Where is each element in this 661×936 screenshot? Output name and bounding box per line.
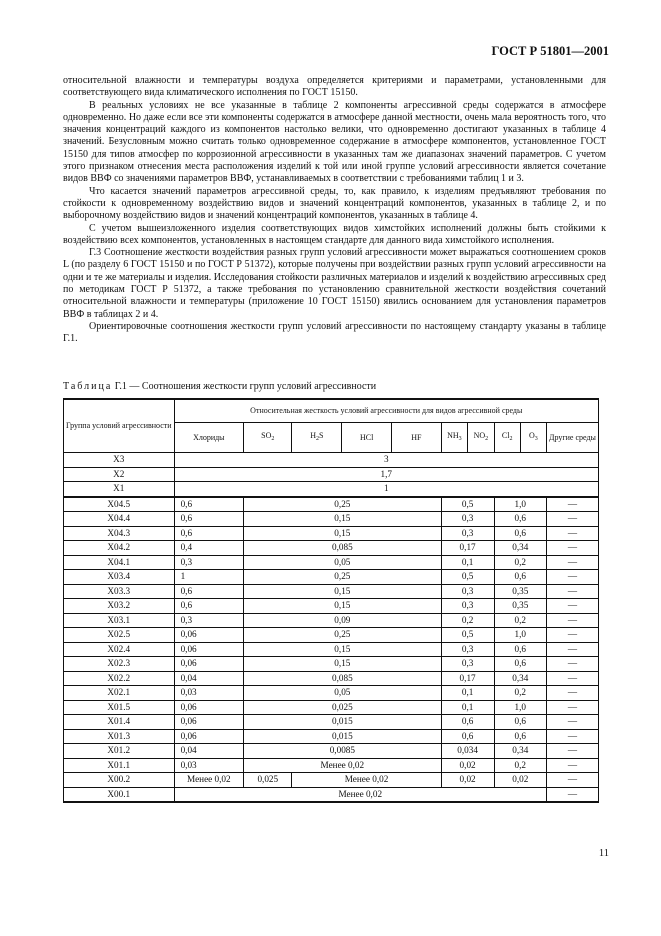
group-cell: Х03.4 — [64, 570, 175, 585]
value-cell: 0,25 — [244, 497, 442, 512]
value-cell: Менее 0,02 — [174, 773, 244, 788]
value-cell: 3 — [174, 453, 598, 468]
value-cell: 0,05 — [244, 555, 442, 570]
group-cell: Х03.3 — [64, 584, 175, 599]
value-cell: — — [546, 729, 598, 744]
value-cell: — — [546, 657, 598, 672]
table-row — [64, 657, 599, 672]
value-cell: 0,3 — [441, 512, 494, 527]
value-cell: 0,5 — [441, 628, 494, 643]
value-cell: — — [546, 628, 598, 643]
paragraph: Что касается значений параметров агрессивной среды, то, как правило, к изделиям предъявляют требования по стойкости к одновременному воздействию видов и значений концентраций компонентов, указанных в таблице 2, и по выборочному воздействию видов и значений концентраций компонентов, указанных в таблице 4. — [63, 185, 606, 222]
value-cell: 0,15 — [244, 599, 442, 614]
col-hf: HF — [392, 423, 442, 453]
col-cl2: $Cl_2$ — [494, 423, 520, 453]
value-cell: 0,25 — [244, 570, 442, 585]
paragraph: относительной влажности и температуры воздуха определяется критериями и параметрами, установленными для соответствующего вида климатического исполнения по ГОСТ 15150. — [63, 75, 606, 99]
col-hcl: HCl — [342, 423, 392, 453]
group-cell: Х00.2 — [64, 773, 175, 788]
value-cell: 0,06 — [174, 700, 244, 715]
value-cell: 0,05 — [244, 686, 442, 701]
group-header: Группа условий агрессивности — [64, 399, 175, 453]
table-row — [64, 555, 599, 570]
value-cell: 0,6 — [494, 715, 546, 730]
value-cell: 1,0 — [494, 628, 546, 643]
value-cell: 0,25 — [244, 628, 442, 643]
value-cell: — — [546, 787, 598, 802]
table-row — [64, 497, 599, 512]
paragraph: В реальных условиях не все указанные в таблице 2 компоненты агрессивной среды содержатся в атмосфере одновременно. Но даже если все эти компоненты содержатся в атмосфере данной местности, очень мала вероятность того, что значения концентраций каждого из компонентов настолько велики, что одновременно достигают указанных в таблице 4 значений. Безусловным можно считать только одновременное содержание в атмосфере компонентов, установленное ГОСТ 15150 для типов атмосфер по коррозионной агрессивности в указанных там же диапазонах значений параметров. С учетом этого признаком отнесения места расположения изделий к той или иной группе условий агрессивности является сочетание видов ВВФ со значениями параметров ВВФ, устанавливаемых в соответствии с требованиями таблиц 1 и 3. — [63, 99, 606, 185]
table-row — [64, 613, 599, 628]
value-cell: 0,34 — [494, 671, 546, 686]
group-cell: Х2 — [64, 467, 175, 482]
table-row — [64, 453, 599, 468]
col-h2s: $H_2S$ — [292, 423, 342, 453]
value-cell: — — [546, 555, 598, 570]
group-cell: Х3 — [64, 453, 175, 468]
table-row — [64, 686, 599, 701]
value-cell: 0,35 — [494, 599, 546, 614]
value-cell: 0,6 — [174, 599, 244, 614]
value-cell: — — [546, 613, 598, 628]
page-number: 11 — [598, 848, 609, 859]
table-row — [64, 512, 599, 527]
group-cell: Х04.1 — [64, 555, 175, 570]
value-cell: — — [546, 512, 598, 527]
value-cell: 0,09 — [244, 613, 442, 628]
value-cell: 0,15 — [244, 584, 442, 599]
value-cell: 0,03 — [174, 758, 244, 773]
col-other: Другие среды — [546, 423, 598, 453]
group-cell: Х02.3 — [64, 657, 175, 672]
group-cell: Х01.1 — [64, 758, 175, 773]
group-cell: Х01.2 — [64, 744, 175, 759]
group-cell: Х01.4 — [64, 715, 175, 730]
document-header: ГОСТ Р 51801—2001 — [491, 44, 609, 58]
col-o3: $O_3$ — [520, 423, 546, 453]
table-row — [64, 671, 599, 686]
value-cell: 0,6 — [494, 526, 546, 541]
table-row — [64, 467, 599, 482]
value-cell: — — [546, 758, 598, 773]
value-cell: 0,6 — [174, 497, 244, 512]
value-cell: 0,2 — [441, 613, 494, 628]
value-cell: — — [546, 570, 598, 585]
table-row — [64, 773, 599, 788]
value-cell: — — [546, 599, 598, 614]
value-cell: 0,5 — [441, 570, 494, 585]
value-cell: 0,04 — [174, 744, 244, 759]
value-cell: 0,5 — [441, 497, 494, 512]
value-cell: 0,1 — [441, 700, 494, 715]
value-cell: 0,6 — [174, 584, 244, 599]
value-cell: 0,34 — [494, 744, 546, 759]
value-cell: — — [546, 671, 598, 686]
value-cell: 0,3 — [441, 584, 494, 599]
paragraph: Ориентировочные соотношения жесткости групп условий агрессивности по настоящему стандарту указаны в таблице Г.1. — [63, 320, 606, 345]
table-caption — [63, 381, 376, 392]
value-cell: 0,4 — [174, 541, 244, 556]
value-cell: 0,04 — [174, 671, 244, 686]
value-cell: 0,06 — [174, 729, 244, 744]
paragraph: С учетом вышеизложенного изделия соответствующих видов химстойких исполнений должны быть стойкими к воздействию всех компонентов, установленных в настоящем стандарте для данного вида химстойкого исполнения. — [63, 222, 606, 246]
table-row — [64, 482, 599, 497]
value-cell: 1,7 — [174, 467, 598, 482]
value-cell: — — [546, 773, 598, 788]
group-cell: Х02.4 — [64, 642, 175, 657]
value-cell: — — [546, 541, 598, 556]
table-row — [64, 700, 599, 715]
value-cell: 0,0085 — [244, 744, 442, 759]
table-row — [64, 642, 599, 657]
value-cell: 1,0 — [494, 700, 546, 715]
value-cell: 0,06 — [174, 628, 244, 643]
table-row — [64, 758, 599, 773]
col-so2: $SO_2$ — [244, 423, 292, 453]
col-nh3: $NH_3$ — [441, 423, 468, 453]
value-cell: 0,1 — [441, 686, 494, 701]
table-row — [64, 729, 599, 744]
rigidity-table — [63, 398, 599, 803]
group-cell: Х02.2 — [64, 671, 175, 686]
value-cell: — — [546, 715, 598, 730]
value-cell: 0,02 — [494, 773, 546, 788]
value-cell: 0,6 — [174, 512, 244, 527]
value-cell: 0,085 — [244, 671, 442, 686]
group-cell: Х04.5 — [64, 497, 175, 512]
value-cell: 0,02 — [441, 773, 494, 788]
value-cell: 0,2 — [494, 613, 546, 628]
value-cell: 1 — [174, 482, 598, 497]
value-cell: 0,17 — [441, 541, 494, 556]
value-cell: 0,3 — [441, 599, 494, 614]
table-caption-text: Г.1 — Соотношения жесткости групп условий агрессивности — [114, 381, 377, 392]
value-cell: 0,15 — [244, 512, 442, 527]
value-cell: — — [546, 497, 598, 512]
value-cell: 0,15 — [244, 642, 442, 657]
group-cell: Х04.3 — [64, 526, 175, 541]
value-cell: Менее 0,02 — [174, 787, 546, 802]
value-cell: — — [546, 584, 598, 599]
group-cell: Х03.2 — [64, 599, 175, 614]
value-cell: 0,085 — [244, 541, 442, 556]
group-cell: Х04.4 — [64, 512, 175, 527]
body-text — [63, 75, 606, 346]
col-chlorides: Хлориды — [174, 423, 244, 453]
value-cell: 0,2 — [494, 758, 546, 773]
value-cell: 0,015 — [244, 715, 442, 730]
value-cell: 0,06 — [174, 715, 244, 730]
table-row — [64, 570, 599, 585]
table-row — [64, 526, 599, 541]
value-cell: 0,025 — [244, 700, 442, 715]
table-body — [64, 453, 599, 803]
value-cell: 0,1 — [441, 555, 494, 570]
value-cell: 0,6 — [494, 512, 546, 527]
table-row — [64, 628, 599, 643]
group-cell: Х02.1 — [64, 686, 175, 701]
relative-rigidity-header: Относительная жесткость условий агрессивности для видов агрессивной среды — [174, 399, 598, 423]
value-cell: 0,034 — [441, 744, 494, 759]
group-cell: Х01.3 — [64, 729, 175, 744]
value-cell: 0,6 — [441, 715, 494, 730]
table-row — [64, 599, 599, 614]
value-cell: 0,3 — [174, 613, 244, 628]
table-row — [64, 744, 599, 759]
value-cell: 0,6 — [494, 570, 546, 585]
table-row — [64, 715, 599, 730]
value-cell: 0,06 — [174, 642, 244, 657]
table-row — [64, 787, 599, 802]
value-cell: 0,015 — [244, 729, 442, 744]
value-cell: — — [546, 526, 598, 541]
group-cell: Х02.5 — [64, 628, 175, 643]
value-cell: 0,3 — [174, 555, 244, 570]
value-cell: 0,6 — [174, 526, 244, 541]
value-cell: — — [546, 744, 598, 759]
value-cell: 0,02 — [441, 758, 494, 773]
table-caption-label: Таблица — [63, 381, 113, 392]
value-cell: Менее 0,02 — [292, 773, 441, 788]
value-cell: 0,15 — [244, 657, 442, 672]
value-cell: 0,6 — [494, 642, 546, 657]
value-cell: 0,3 — [441, 526, 494, 541]
value-cell: — — [546, 642, 598, 657]
value-cell: 0,2 — [494, 686, 546, 701]
value-cell: 1,0 — [494, 497, 546, 512]
col-no2: $NO_2$ — [468, 423, 495, 453]
value-cell: 0,34 — [494, 541, 546, 556]
value-cell: 0,06 — [174, 657, 244, 672]
value-cell: 0,6 — [441, 729, 494, 744]
value-cell: 0,17 — [441, 671, 494, 686]
value-cell: Менее 0,02 — [244, 758, 442, 773]
paragraph: Г.3 Соотношение жесткости воздействия разных групп условий агрессивности может выражаться соотношением сроков L (по разделу 6 ГОСТ 15150 и по ГОСТ Р 51372), которые получены при воздействии разных групп условий агрессивности на одни и те же материалы и изделия. Исследования стойкости различных материалов и изделий к воздействию агрессивных сред по методикам ГОСТ Р 51372, а также требования по установлению сравнительной жесткости воздействия сочетаний относительной влажности и температуры (приложение 10 ГОСТ 15150) явились основанием для установления параметров ВВФ в таблицах 2 и 4. — [63, 247, 606, 320]
value-cell: 0,3 — [441, 642, 494, 657]
value-cell: 1 — [174, 570, 244, 585]
value-cell: 0,03 — [174, 686, 244, 701]
group-cell: Х01.5 — [64, 700, 175, 715]
group-cell: Х00.1 — [64, 787, 175, 802]
value-cell: — — [546, 686, 598, 701]
value-cell: 0,35 — [494, 584, 546, 599]
value-cell: 0,3 — [441, 657, 494, 672]
value-cell: — — [546, 700, 598, 715]
table-row — [64, 584, 599, 599]
value-cell: 0,15 — [244, 526, 442, 541]
table-row — [64, 541, 599, 556]
group-cell: Х1 — [64, 482, 175, 497]
group-cell: Х04.2 — [64, 541, 175, 556]
group-cell: Х03.1 — [64, 613, 175, 628]
value-cell: 0,2 — [494, 555, 546, 570]
value-cell: 0,025 — [244, 773, 292, 788]
value-cell: 0,6 — [494, 729, 546, 744]
value-cell: 0,6 — [494, 657, 546, 672]
